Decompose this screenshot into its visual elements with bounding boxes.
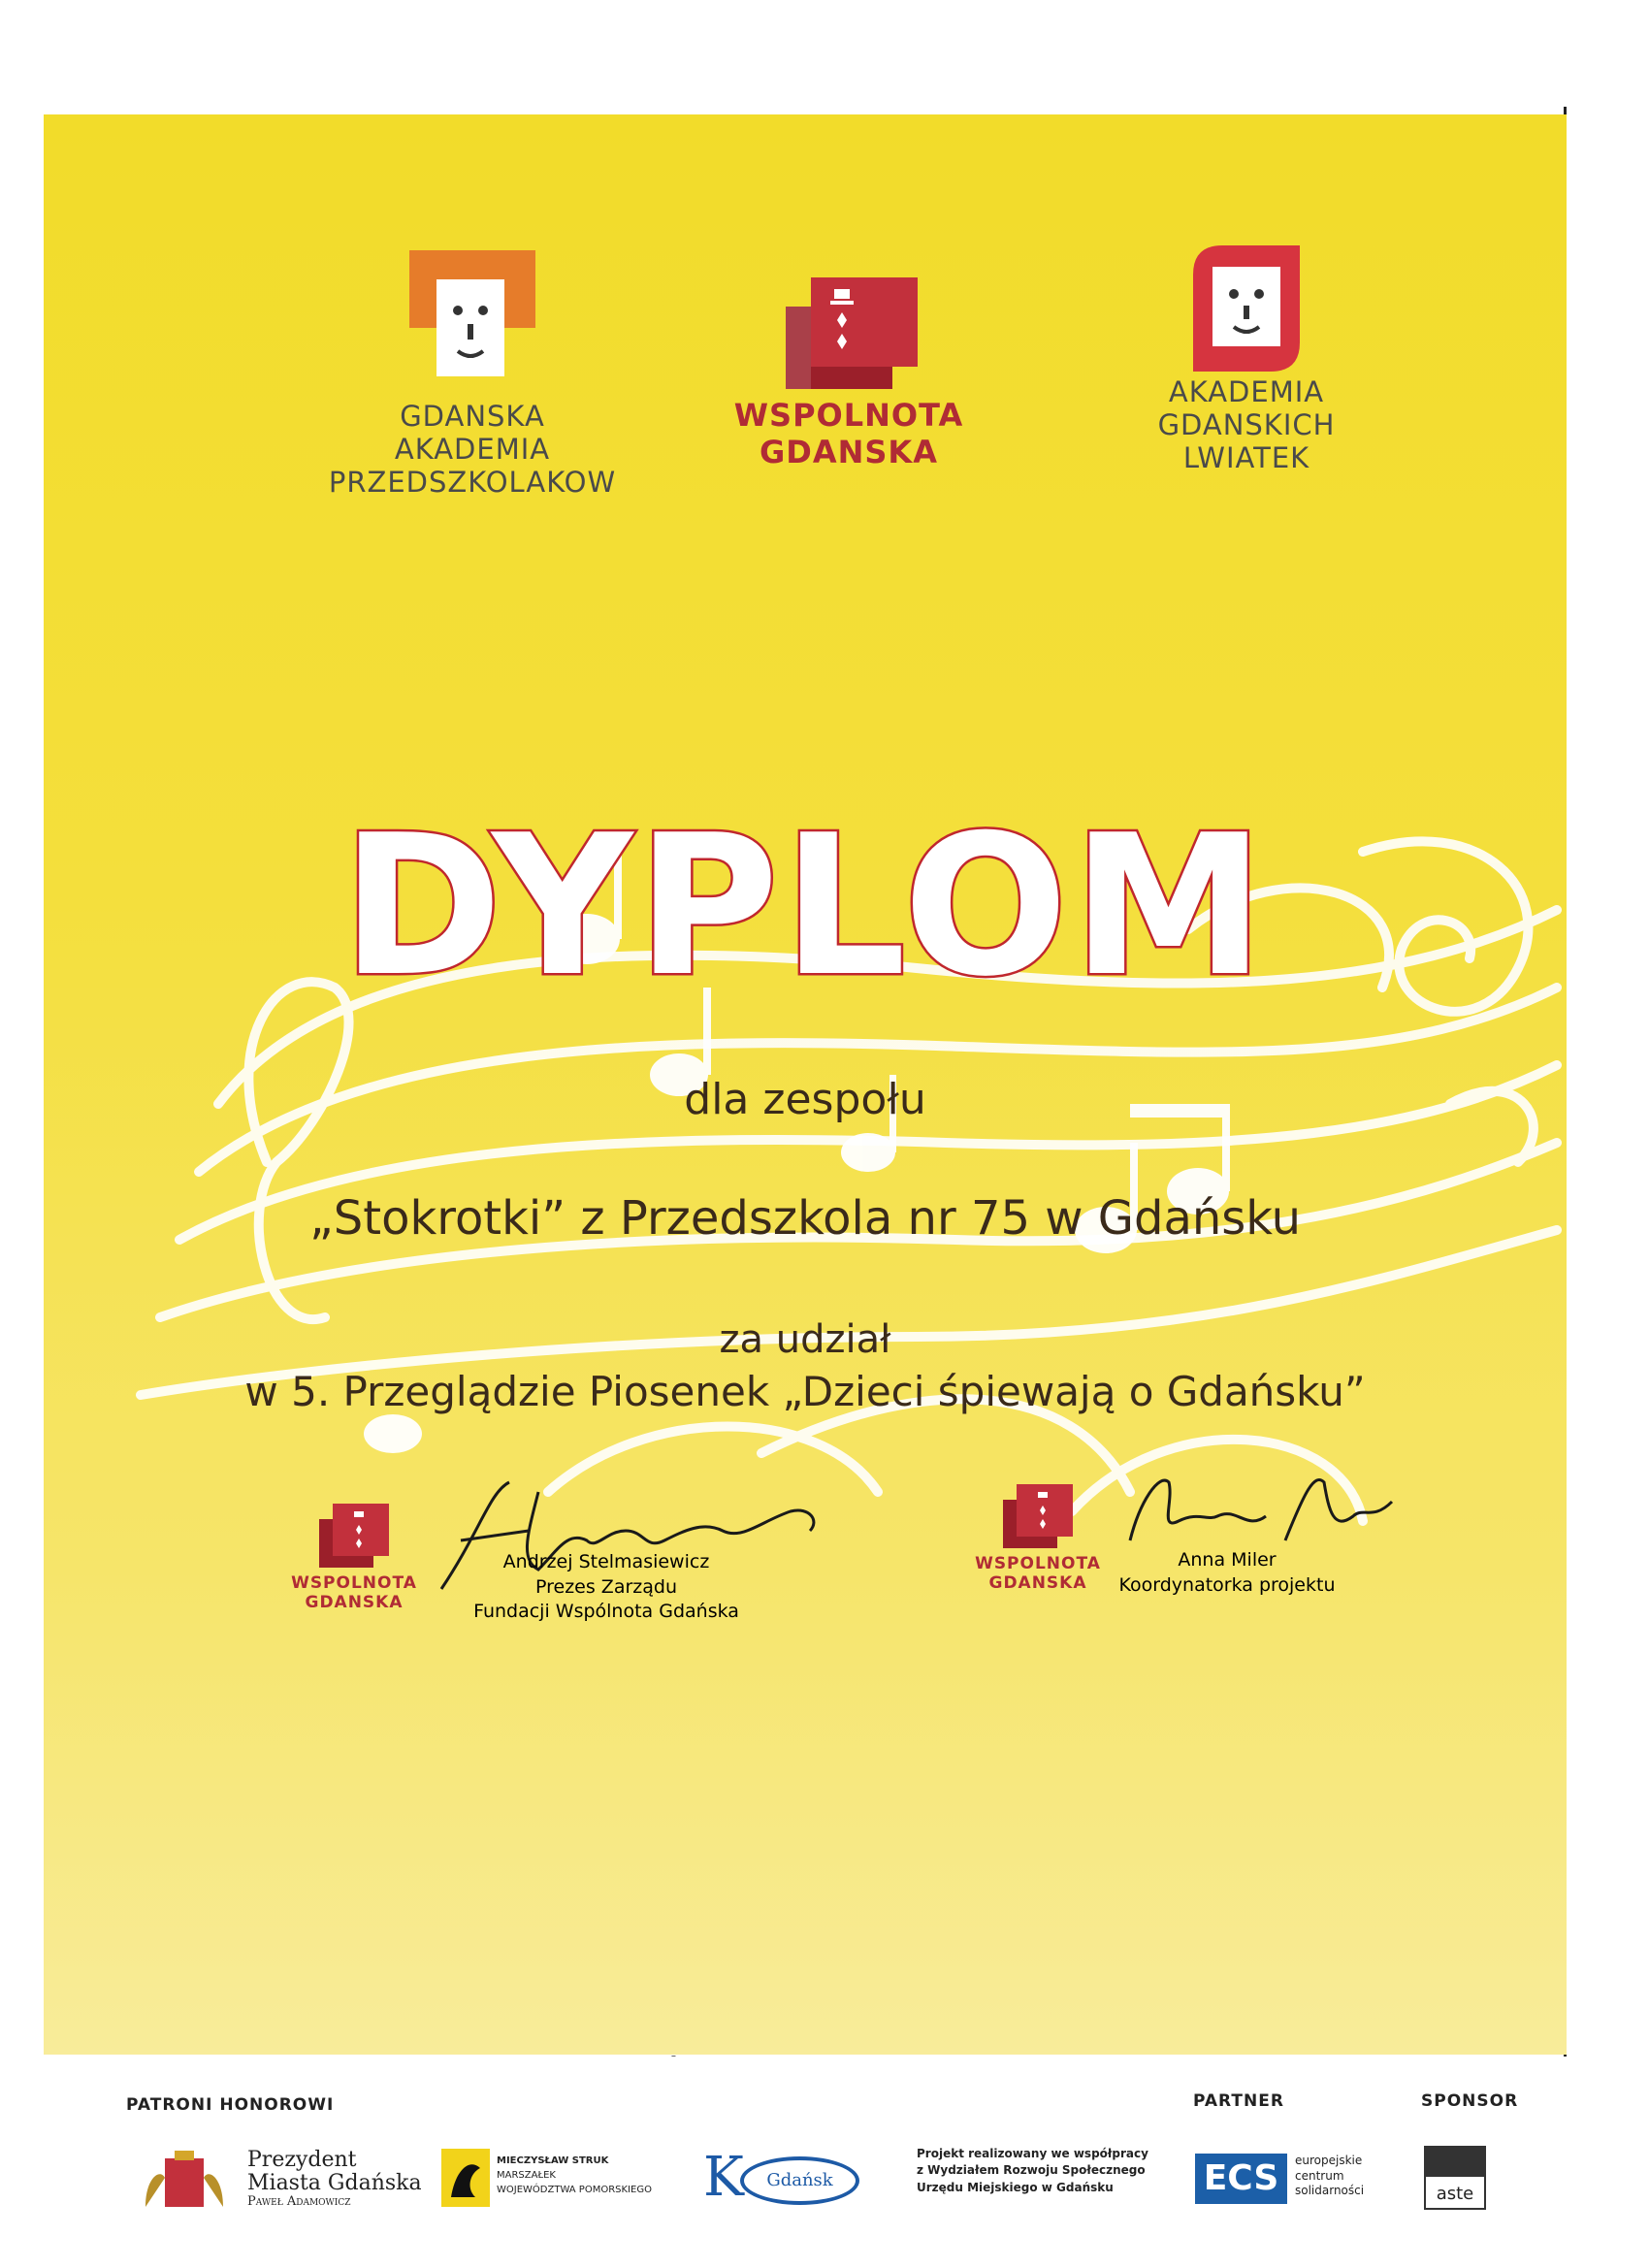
project-note-line-3: Urzędu Miejskiego w Gdańsku: [917, 2180, 1114, 2194]
patron2-line-1: MIECZYSŁAW STRUK: [497, 2155, 609, 2166]
signature-right-role: Koordynatorka projektu: [1118, 1573, 1336, 1596]
lion-face-icon: [1183, 245, 1310, 372]
project-note-line-2: z Wydziałem Rozwoju Społecznego: [917, 2163, 1146, 2178]
patrons-label: PATRONI HONOROWI: [126, 2095, 335, 2115]
patron-city-president: [247, 2149, 422, 2210]
logo-gdanska-akademia-przedszkolakow: [269, 250, 676, 500]
lion-face-icon: [409, 250, 535, 396]
signature-right-handwriting: [1120, 1463, 1411, 1560]
sponsor-aste-logo: [1424, 2146, 1486, 2210]
logo-left-line-1: GDANSKA: [400, 400, 545, 433]
footer-sponsors: [0, 2057, 1649, 2268]
partner-desc-line-3: solidarności: [1295, 2184, 1365, 2198]
patron3-oval: Gdańsk: [740, 2156, 859, 2205]
signature-left-logo-line-1: WSPOLNOTA: [291, 1573, 417, 1593]
for-participation-text: za udział: [719, 1317, 891, 1362]
sponsor-label: SPONSOR: [1421, 2091, 1519, 2111]
signature-right-logo-line-2: GDANSKA: [988, 1573, 1087, 1594]
partner-label: PARTNER: [1193, 2091, 1284, 2111]
for-team-text: dla zespołu: [684, 1075, 926, 1124]
logo-wspolnota-gdanska: [645, 277, 1052, 471]
patron1-line-1: Prezydent: [247, 2148, 357, 2172]
gdansk-crest-icon: [776, 277, 922, 394]
sponsor-name: aste: [1436, 2184, 1474, 2204]
pomorskie-emblem-icon: [441, 2149, 490, 2207]
partner-ecs-description: [1295, 2154, 1364, 2199]
patron2-line-3: WOJEWÓDZTWA POMORSKIEGO: [497, 2185, 652, 2195]
patron2-line-2: MARSZAŁEK: [497, 2170, 556, 2181]
logo-left-line-3: PRZEDSZKOLAKOW: [328, 466, 617, 500]
signature-left-role: Prezes Zarządu: [535, 1575, 677, 1598]
city-coat-of-arms-icon: [136, 2149, 233, 2217]
partner-ecs-logo: ECS: [1195, 2154, 1287, 2204]
partner-desc-line-1: europejskie: [1295, 2154, 1363, 2167]
gdansk-crest-icon: [315, 1502, 393, 1570]
logo-akademia-gdanskich-lwiatek: [1043, 245, 1450, 475]
signature-right-logo-line-1: WSPOLNOTA: [975, 1554, 1101, 1573]
signature-left-org: Fundacji Wspólnota Gdańska: [473, 1601, 739, 1623]
signature-left-name: Andrzej Stelmasiewicz: [502, 1551, 710, 1572]
patron-marshal: [497, 2154, 652, 2197]
team-name: „Stokrotki” z Przedszkola nr 75 w Gdańsku: [308, 1191, 1302, 1246]
project-note-line-1: Projekt realizowany we współpracy: [917, 2147, 1148, 2160]
event-name: w 5. Przeglądzie Piosenek „Dzieci śpiewają o Gdańsku”: [244, 1368, 1366, 1415]
patron-gdansk-logo: K Gdańsk: [703, 2149, 858, 2207]
gdansk-crest-icon: [999, 1482, 1077, 1550]
signature-left-logo-line-2: GDANSKA: [305, 1593, 404, 1613]
patron1-line-2: Miasta Gdańska: [247, 2171, 422, 2196]
logo-right-line-1: AKADEMIA: [1168, 375, 1325, 408]
diploma-title: DYPLOM: [340, 794, 1270, 1020]
signature-right-text: [1101, 1548, 1353, 1598]
logo-right-line-2: GDANSKICH: [1157, 408, 1336, 442]
logo-mid-line-2: GDANSKA: [760, 433, 938, 470]
signature-right-name: Anna Miler: [1178, 1549, 1277, 1571]
logo-mid-line-1: WSPOLNOTA: [733, 397, 964, 434]
diploma-sheet: [44, 114, 1567, 2055]
project-cooperation-note: [917, 2146, 1148, 2196]
signature-right-logo: [960, 1482, 1116, 1594]
logo-left-line-2: AKADEMIA: [394, 433, 551, 467]
partner-desc-line-2: centrum: [1295, 2168, 1344, 2183]
signature-left-text: [461, 1550, 752, 1625]
logo-right-line-3: LWIATEK: [1182, 441, 1310, 475]
patron1-line-3: Paweł Adamowicz: [247, 2194, 351, 2210]
signature-left-logo: [276, 1502, 432, 1613]
